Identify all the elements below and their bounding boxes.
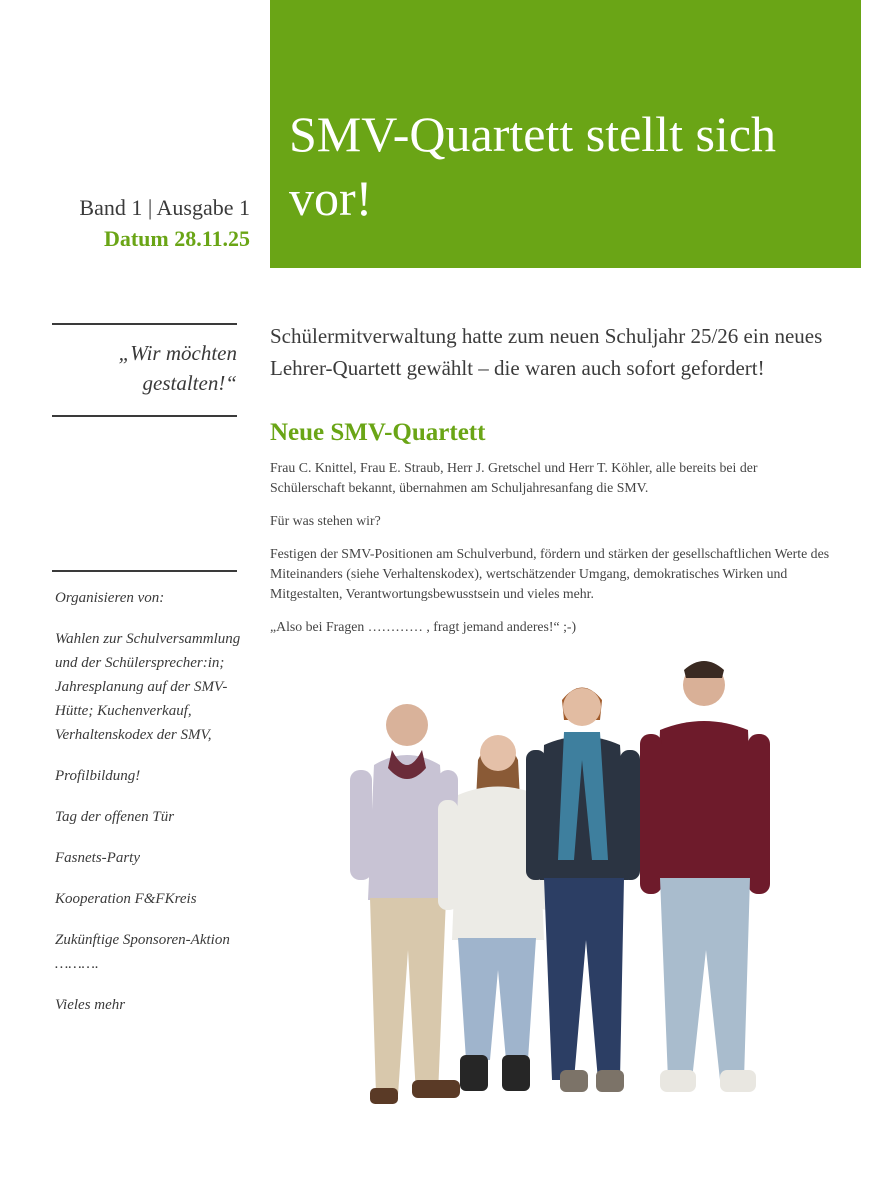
article-paragraph: Für was stehen wir?: [270, 513, 381, 528]
sidebar-item: Organisieren von:: [55, 590, 165, 606]
person-4: [640, 661, 770, 1092]
sidebar-item: Fasnets-Party: [55, 850, 140, 866]
sidebar-list: [55, 586, 245, 1034]
article-body: [270, 458, 835, 650]
quote-top-rule: [52, 323, 237, 325]
lead-paragraph: Schülermitverwaltung hatte zum neuen Schuljahr 25/26 ein neues Lehrer-Quartett gewählt – die waren auch sofort gefordert!: [270, 324, 823, 380]
article-paragraph: „Also bei Fragen ………… , fragt jemand anderes!“ ;-): [270, 619, 577, 634]
pull-quote-line-1: „Wir möchten: [118, 341, 237, 365]
sidebar-item: Vieles mehr: [55, 997, 126, 1013]
title-banner: [270, 0, 861, 268]
pull-quote-line-2: gestalten!“: [142, 371, 237, 395]
sidebar-item: Wahlen zur Schulversammlung und der Schülersprecher:in; Jahresplanung auf der SMV-Hütte; Kuchenverkauf, Verhaltenskodex der SMV,: [55, 631, 241, 743]
sidebar-rule: [52, 570, 237, 572]
issue-label: Band 1 | Ausgabe 1: [79, 195, 250, 220]
issue-date: Datum 28.11.25: [103, 226, 250, 251]
sidebar-item: Profilbildung!: [55, 768, 141, 784]
section-title: Neue SMV-Quartett: [270, 419, 486, 446]
sidebar-item: Zukünftige Sponsoren-Aktion ……….: [55, 932, 230, 972]
article-paragraph: Frau C. Knittel, Frau E. Straub, Herr J. Gretschel und Herr T. Köhler, alle bereits bei der Schülerschaft bekannt, übernahmen am Schuljahresanfang die SMV.: [270, 460, 758, 495]
article-paragraph: Festigen der SMV-Positionen am Schulverbund, fördern und stärken der gesellschaftlichen Werte des Miteinanders (siehe Verhaltenskodex), wertschätzender Umgang, demokratisches Wirken und Mitgestalten, Verantwortungsbewusstsein und vieles mehr.: [270, 546, 830, 601]
group-photo: [330, 650, 790, 1112]
sidebar-item: Tag der offenen Tür: [55, 809, 175, 825]
pull-quote: [52, 338, 237, 398]
quote-bottom-rule: [52, 415, 237, 417]
sidebar-item: Kooperation F&FKreis: [55, 891, 197, 907]
page-title: SMV-Quartett stellt sich vor!: [289, 106, 777, 226]
